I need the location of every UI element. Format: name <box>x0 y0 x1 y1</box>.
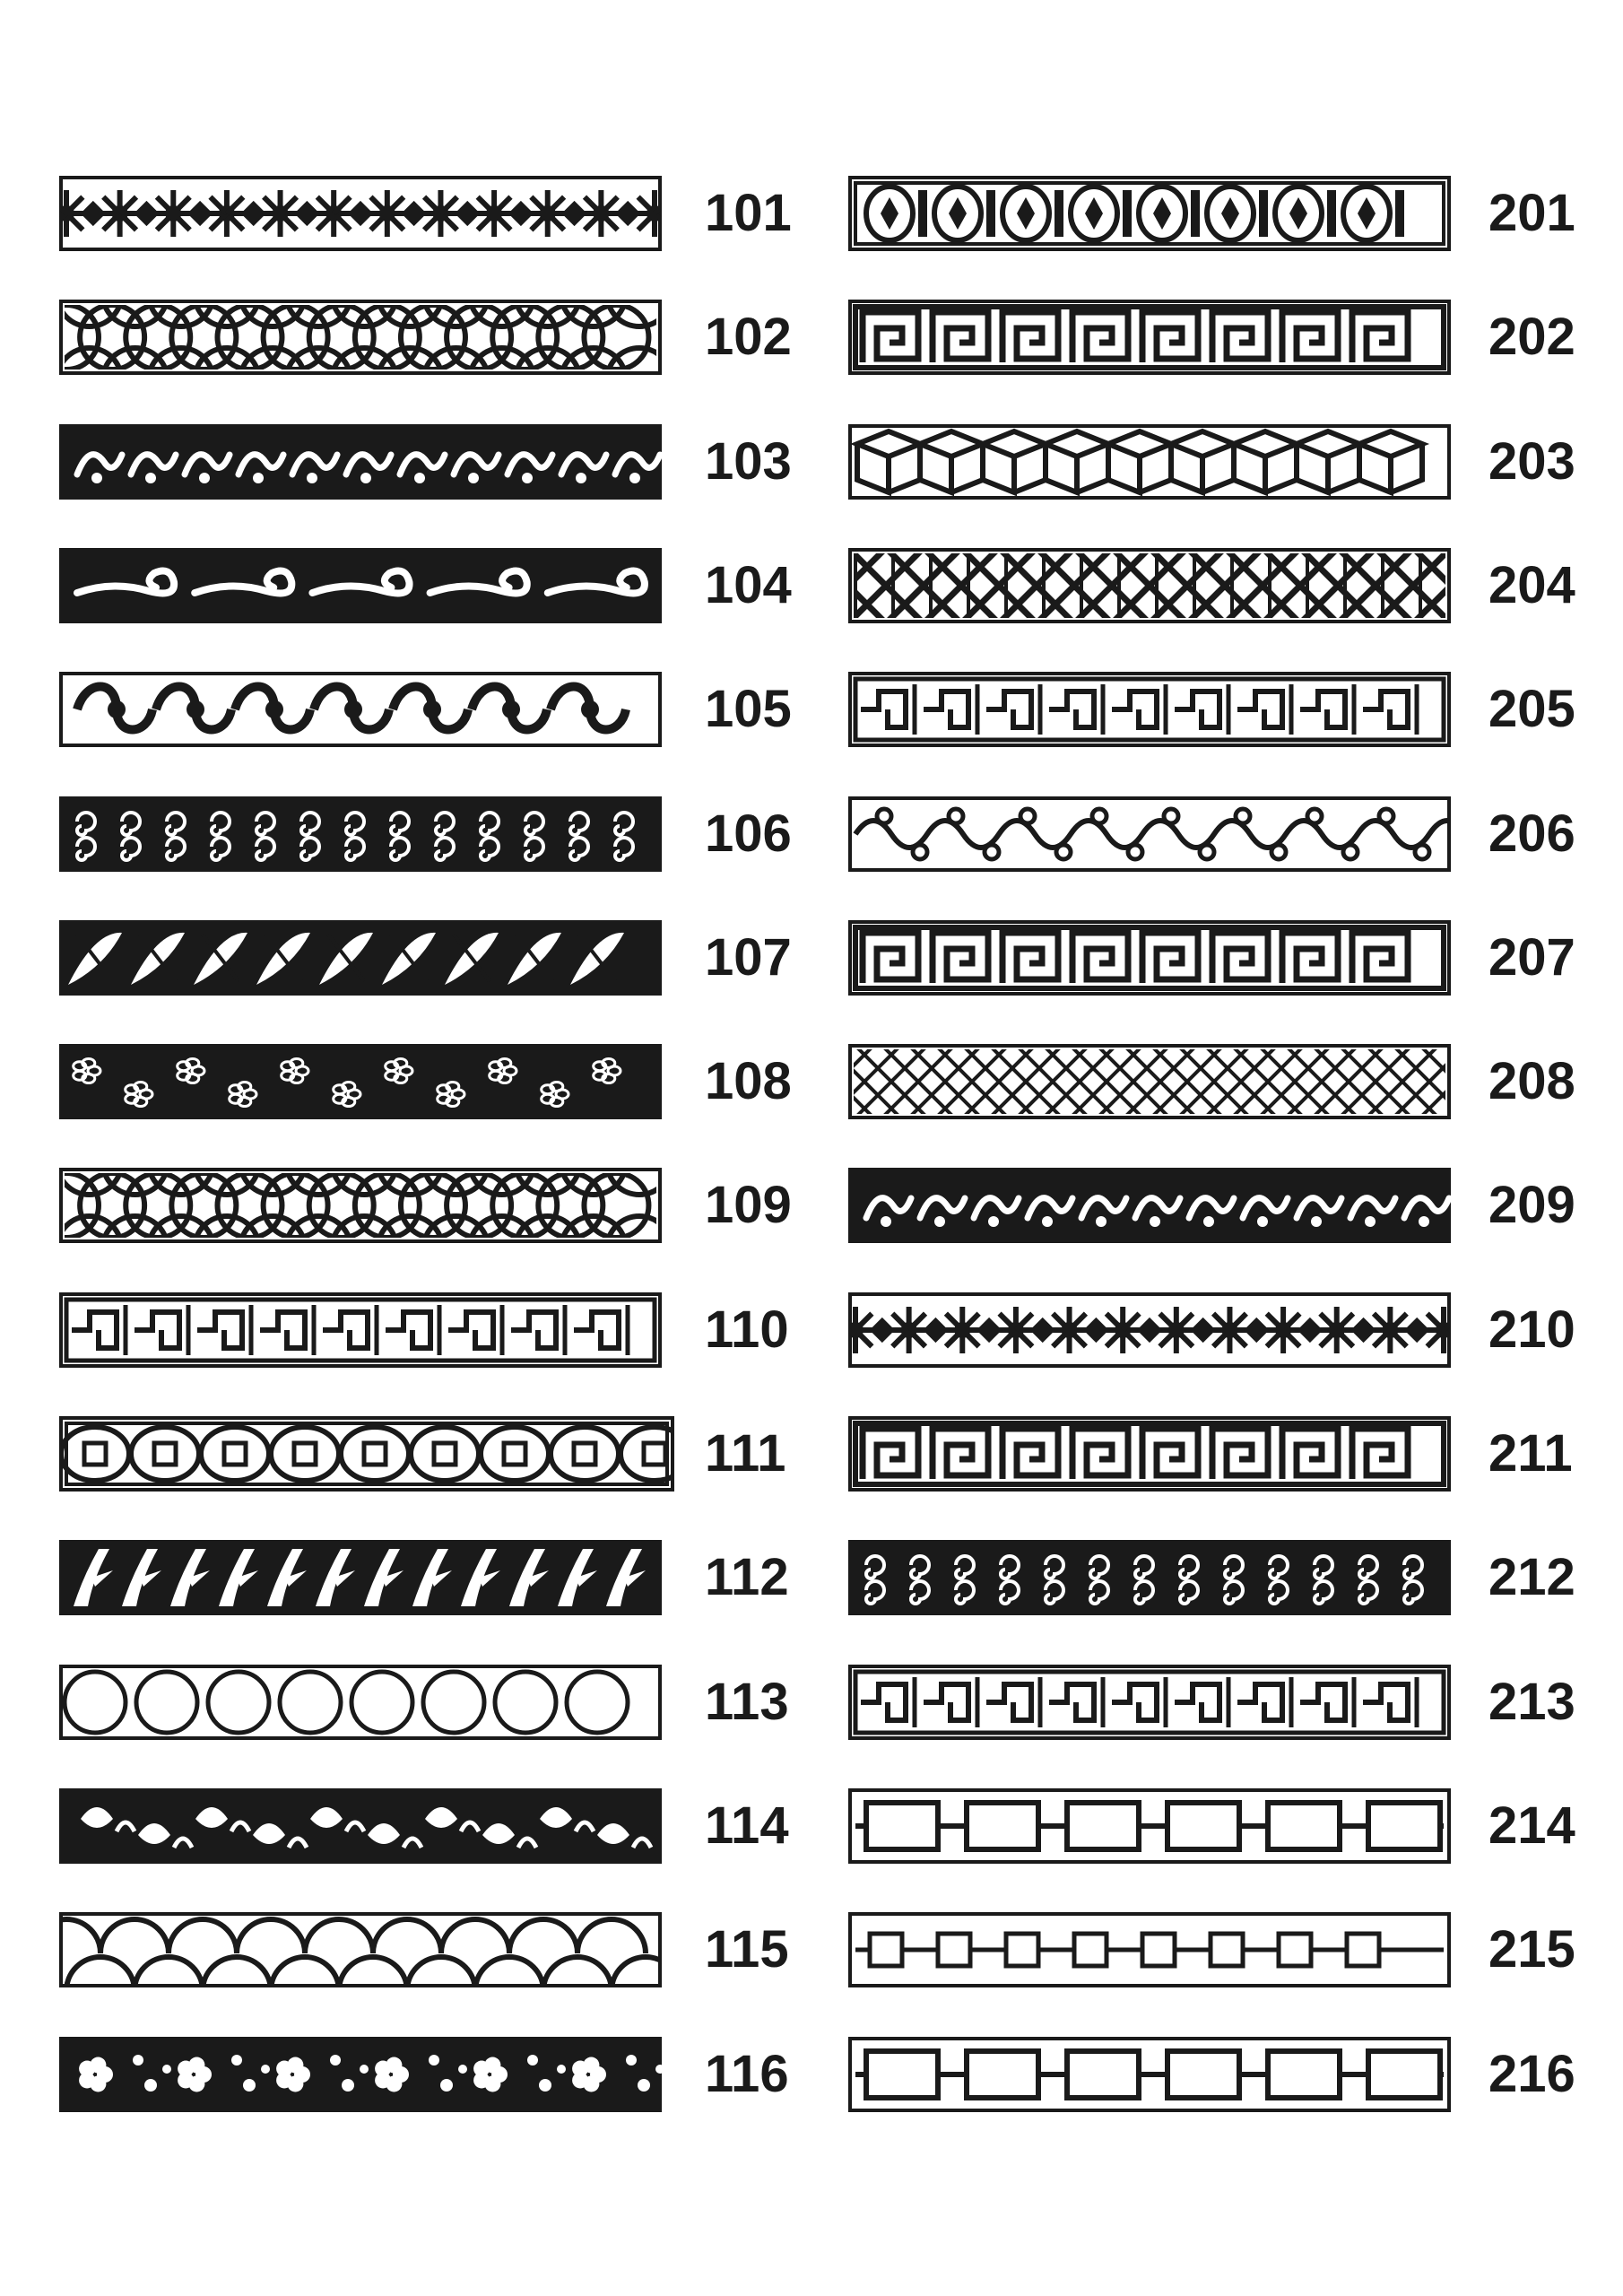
pattern-panel-111 <box>59 1416 674 1492</box>
pattern-row-104 <box>59 548 812 623</box>
pattern-curl-motif-image <box>59 796 662 872</box>
pattern-row-105 <box>59 672 812 747</box>
pattern-floral-scroll-image <box>59 672 662 747</box>
pattern-panel-109 <box>59 1168 662 1243</box>
pattern-code-label: 205 <box>1488 680 1575 738</box>
pattern-panel-214 <box>848 1788 1451 1864</box>
pattern-panel-101 <box>59 176 662 251</box>
pattern-code-label: 111 <box>705 1424 786 1483</box>
pattern-panel-116 <box>59 2037 662 2112</box>
pattern-panel-103 <box>59 424 662 500</box>
pattern-panel-209 <box>848 1168 1451 1243</box>
pattern-greek-key-image <box>848 1416 1451 1492</box>
pattern-code-label: 115 <box>705 1920 789 1979</box>
pattern-row-209 <box>848 1168 1596 1243</box>
pattern-panel-115 <box>59 1912 662 1987</box>
pattern-branch-organic-image <box>59 1540 662 1615</box>
pattern-row-103 <box>59 424 812 500</box>
pattern-code-label: 201 <box>1488 184 1575 242</box>
pattern-chain-lattice-image <box>848 2037 1451 2112</box>
pattern-code-label: 114 <box>705 1796 789 1855</box>
pattern-row-214 <box>848 1788 1596 1864</box>
pattern-panel-102 <box>59 300 662 375</box>
pattern-panel-203 <box>848 424 1451 500</box>
pattern-curl-motif-image <box>848 1540 1451 1615</box>
pattern-fish-scale-arcs-image <box>59 1912 662 1987</box>
pattern-row-204 <box>848 548 1596 623</box>
pattern-code-label: 202 <box>1488 308 1575 366</box>
pattern-star-flower-lattice-image <box>848 1292 1451 1368</box>
pattern-cloud-swirl-image <box>59 548 662 623</box>
pattern-code-label: 215 <box>1488 1920 1575 1979</box>
pattern-interlocking-circles-image <box>59 300 662 375</box>
pattern-key-lattice-image <box>59 1292 662 1368</box>
pattern-code-label: 204 <box>1488 556 1575 614</box>
pattern-diamond-cross-lattice-image <box>848 548 1451 623</box>
pattern-panel-204 <box>848 548 1451 623</box>
pattern-chain-lattice-image <box>848 1788 1451 1864</box>
pattern-panel-105 <box>59 672 662 747</box>
pattern-panel-106 <box>59 796 662 872</box>
pattern-star-flower-lattice-image <box>59 176 662 251</box>
pattern-row-207 <box>848 920 1596 996</box>
pattern-panel-212 <box>848 1540 1451 1615</box>
pattern-code-label: 207 <box>1488 928 1575 987</box>
pattern-greek-key-image <box>848 300 1451 375</box>
pattern-row-112 <box>59 1540 812 1615</box>
pattern-row-115 <box>59 1912 812 1987</box>
pattern-code-label: 112 <box>705 1548 789 1606</box>
pattern-scroll-vine-image <box>59 424 662 500</box>
pattern-row-101 <box>59 176 812 251</box>
pattern-panel-110 <box>59 1292 662 1368</box>
pattern-row-116 <box>59 2037 812 2112</box>
pattern-row-215 <box>848 1912 1596 1987</box>
pattern-row-102 <box>59 300 812 375</box>
pattern-panel-210 <box>848 1292 1451 1368</box>
pattern-wave-scroll-image <box>848 796 1451 872</box>
pattern-code-label: 211 <box>1488 1424 1573 1483</box>
pattern-row-216 <box>848 2037 1596 2112</box>
pattern-isometric-cubes-image <box>848 424 1451 500</box>
pattern-code-label: 216 <box>1488 2045 1575 2103</box>
pattern-code-label: 212 <box>1488 1548 1575 1606</box>
pattern-panel-213 <box>848 1665 1451 1740</box>
pattern-code-label: 109 <box>705 1176 792 1234</box>
pattern-code-label: 102 <box>705 308 792 366</box>
pattern-panel-215 <box>848 1912 1451 1987</box>
pattern-row-108 <box>59 1044 812 1119</box>
pattern-blossom-dots-image <box>59 2037 662 2112</box>
pattern-row-212 <box>848 1540 1596 1615</box>
pattern-panel-114 <box>59 1788 662 1864</box>
pattern-row-206 <box>848 796 1596 872</box>
pattern-row-210 <box>848 1292 1596 1368</box>
pattern-panel-216 <box>848 2037 1451 2112</box>
pattern-row-203 <box>848 424 1596 500</box>
pattern-code-label: 104 <box>705 556 792 614</box>
pattern-panel-211 <box>848 1416 1451 1492</box>
pattern-code-label: 213 <box>1488 1673 1575 1731</box>
pattern-panel-207 <box>848 920 1451 996</box>
pattern-leaf-organic-image <box>59 920 662 996</box>
pattern-square-chain-image <box>848 1912 1451 1987</box>
pattern-code-label: 103 <box>705 432 792 491</box>
pattern-diamond-mesh-image <box>848 1044 1451 1119</box>
pattern-large-circles-image <box>59 1665 662 1740</box>
pattern-scattered-flowers-image <box>59 1044 662 1119</box>
pattern-code-label: 206 <box>1488 804 1575 863</box>
pattern-row-213 <box>848 1665 1596 1740</box>
pattern-leaf-scatter-image <box>59 1788 662 1864</box>
pattern-greek-key-image <box>848 920 1451 996</box>
pattern-scroll-vine-image <box>848 1168 1451 1243</box>
pattern-code-label: 101 <box>705 184 792 242</box>
pattern-code-label: 106 <box>705 804 792 863</box>
pattern-interlocking-circles-image <box>59 1168 662 1243</box>
pattern-code-label: 113 <box>705 1673 789 1731</box>
pattern-panel-107 <box>59 920 662 996</box>
pattern-row-109 <box>59 1168 812 1243</box>
pattern-code-label: 209 <box>1488 1176 1575 1234</box>
pattern-code-label: 105 <box>705 680 792 738</box>
pattern-panel-104 <box>59 548 662 623</box>
pattern-row-202 <box>848 300 1596 375</box>
pattern-row-201 <box>848 176 1596 251</box>
pattern-code-label: 214 <box>1488 1796 1575 1855</box>
pattern-row-211 <box>848 1416 1596 1492</box>
pattern-row-114 <box>59 1788 812 1864</box>
pattern-panel-108 <box>59 1044 662 1119</box>
pattern-panel-201 <box>848 176 1451 251</box>
pattern-row-106 <box>59 796 812 872</box>
pattern-panel-113 <box>59 1665 662 1740</box>
pattern-row-110 <box>59 1292 812 1368</box>
pattern-code-label: 110 <box>705 1300 789 1359</box>
pattern-row-205 <box>848 672 1596 747</box>
pattern-panel-202 <box>848 300 1451 375</box>
pattern-code-label: 208 <box>1488 1052 1575 1110</box>
pattern-panel-205 <box>848 672 1451 747</box>
pattern-key-lattice-image <box>848 672 1451 747</box>
pattern-code-label: 116 <box>705 2045 789 2103</box>
pattern-panel-206 <box>848 796 1451 872</box>
pattern-row-111 <box>59 1416 812 1492</box>
pattern-code-label: 108 <box>705 1052 792 1110</box>
pattern-row-107 <box>59 920 812 996</box>
pattern-row-113 <box>59 1665 812 1740</box>
pattern-code-label: 203 <box>1488 432 1575 491</box>
pattern-oval-medallions-image <box>848 176 1451 251</box>
pattern-panel-208 <box>848 1044 1451 1119</box>
pattern-code-label: 107 <box>705 928 792 987</box>
pattern-row-208 <box>848 1044 1596 1119</box>
pattern-code-label: 210 <box>1488 1300 1575 1359</box>
pattern-panel-112 <box>59 1540 662 1615</box>
pattern-key-lattice-image <box>848 1665 1451 1740</box>
pattern-coin-circles-image <box>59 1416 674 1492</box>
